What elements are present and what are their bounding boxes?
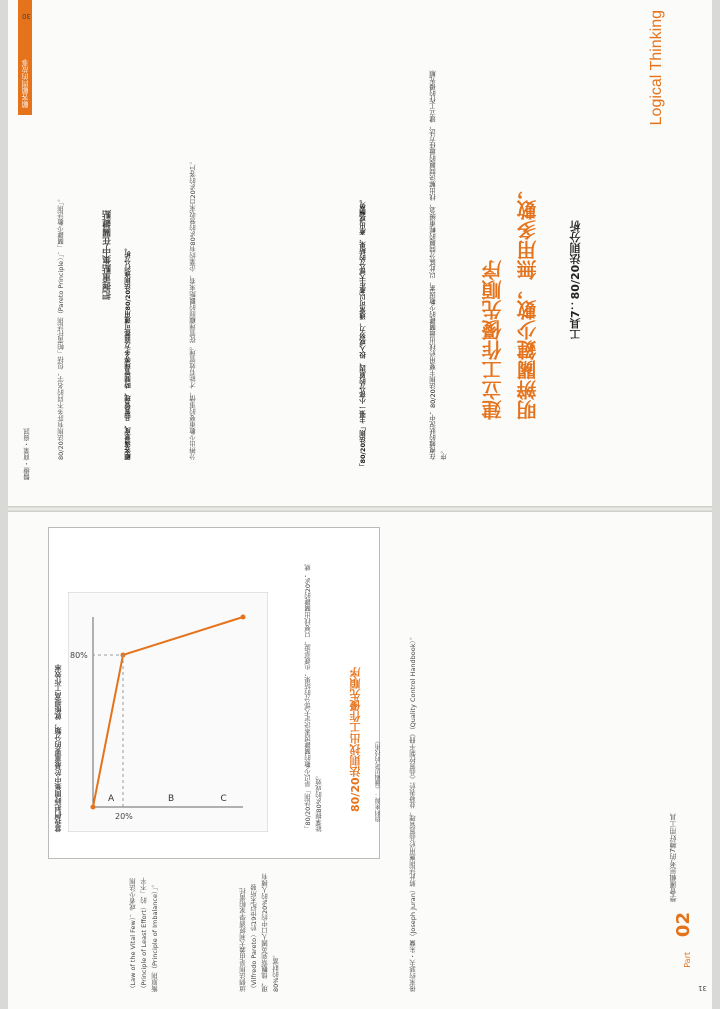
body-text-1: 分辨出少數重要的事情，才能有效管理。從管理顧問的觀點來看，企業約有80%的營收來自20%的客戶。 xyxy=(189,158,197,460)
brand-logo: Logical Thinking xyxy=(648,10,665,126)
body-text-bottom-1: （Law of the Vital Few），或者少法則（Principle of Least Effort）的「不平衡原則（Principle of Imbalance）」。 xyxy=(129,877,159,992)
body-text-bottom-2: 這個法則是由義大利經濟學家帕雷托（Vilfredo Pareto）於19世紀末所發現，他觀察到英國人口中約20%的人擁有80%的財富。 xyxy=(239,873,280,992)
section-title: 工具7：80/20法則分析 xyxy=(569,220,582,340)
box-title: 80/20法則找出工作優先順序 xyxy=(349,667,362,812)
page-number-bottom: 31 xyxy=(698,984,707,992)
page-number-top: 30 xyxy=(22,12,31,20)
footer-note: 資料來源：《邏輯思考的技術》 xyxy=(375,738,382,822)
body-text-bottom-3: 後來約瑟夫・朱蘭（Joseph Juran）將此法則應用於品質管理，並發表於《品質控制手冊》（Quality Control Handbook）。 xyxy=(409,633,417,992)
chart-segment-label: C xyxy=(220,794,227,804)
part-number: 02 xyxy=(673,912,694,938)
chart-tick-label: 80% xyxy=(70,651,88,660)
chart-segment-label: A xyxy=(108,794,115,804)
highlight-2: 顧客滿意度、品質管理、時間管理等多方面都可運用80/20法則進行分析。 xyxy=(124,244,132,460)
part-title: 學會邏輯思考的7種好用工具 xyxy=(669,813,677,902)
chart-tick-label: 20% xyxy=(115,812,133,821)
highlight-1: 「80/20法則」主張一小部分的原因、投入或努力，通常可以產生大部分的結果、產出或酬勞。 xyxy=(359,196,367,470)
chart xyxy=(68,592,268,832)
body-text-2: 80/20法則有許多不同的名字，包括「帕雷托法則（Pareto Principle）」、「關鍵少數法則」。 xyxy=(57,195,65,460)
chart-caption: 當我們把時間集中於最重要的分類，就能提高工作效率 xyxy=(54,664,62,832)
box-text: 「80/20法則」是以少數的關鍵因素決定大部分的結果，也就是說，只要找出關鍵的20%，就能掌握80%的成效。 xyxy=(304,564,323,832)
side-tab-label: 顧客顧問的故事 xyxy=(21,59,29,108)
footer-left: 醫療・商業・資訊 xyxy=(23,428,31,480)
lead-text: 在複雜的狀況中，80/20法則主要用於找出最關鍵的少數因素，以此區分問題的輕重緩急，找出解決問題的最佳方法，建立工作的優先順序。 xyxy=(429,70,448,460)
top-page xyxy=(8,0,712,506)
headline-1: 明辨關鍵少數，無用多數， xyxy=(516,180,540,420)
headline-2: 建立工作優先順序 xyxy=(481,260,505,420)
chart-point xyxy=(241,615,246,620)
chart-point xyxy=(91,805,96,810)
bottom-page xyxy=(8,512,712,1009)
chart-segment-label: B xyxy=(168,794,175,804)
part-label: Part xyxy=(683,952,692,968)
subhead: 把握重點集中在關鍵點 xyxy=(103,210,113,300)
